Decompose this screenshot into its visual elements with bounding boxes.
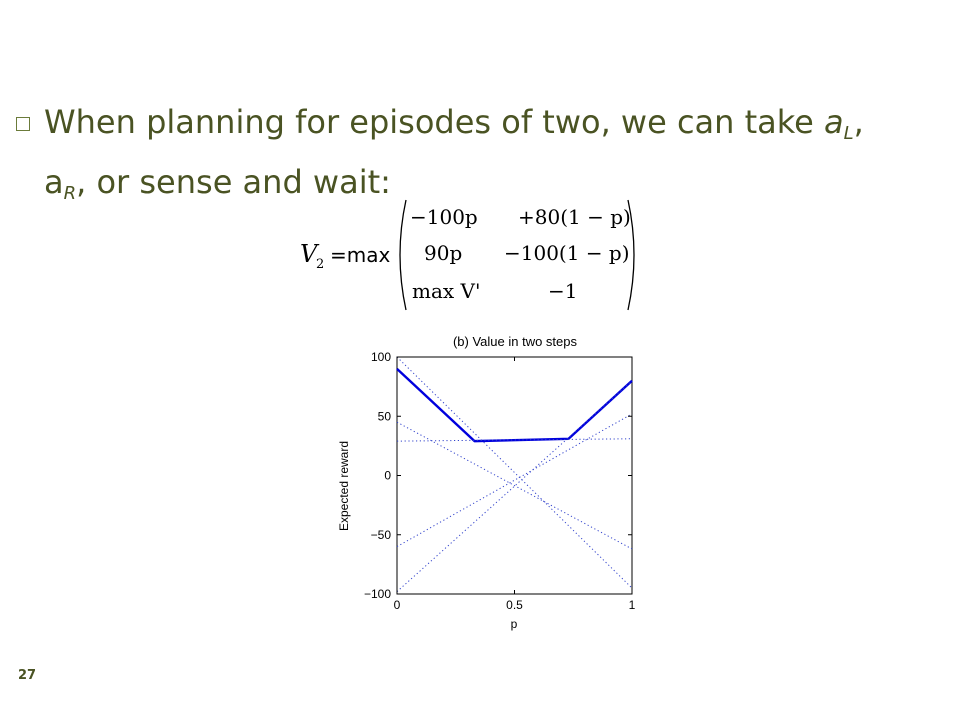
value-equation — [296, 196, 642, 314]
chart-plot-frame — [397, 357, 632, 594]
chart-y-label: Expected reward — [337, 440, 351, 532]
equation-row3-col1: max V' — [412, 279, 481, 303]
equation-max: =max — [330, 243, 391, 267]
chart-title: (b) Value in two steps — [452, 334, 578, 349]
headline-sub-R: R — [63, 183, 77, 204]
chart-value-line — [397, 369, 632, 441]
chart-dotted-line-2 — [397, 414, 632, 547]
bullet-square-icon — [16, 117, 30, 131]
headline-a-letter-2: a — [44, 163, 64, 201]
headline-sub-L: L — [843, 123, 854, 144]
chart-y-tick-label: 100 — [370, 350, 391, 364]
chart-y-tick-label: −50 — [370, 527, 391, 542]
chart-y-tick-label: 0 — [384, 468, 391, 483]
chart-x-tick-label: 0 — [393, 598, 401, 612]
chart-dotted-line-3 — [397, 357, 632, 588]
chart-ticks-group — [364, 350, 636, 612]
chart-y-tick-label: 50 — [377, 409, 391, 424]
equation-row2-col2: −100(1 − p) — [504, 241, 630, 265]
equation-row2-col1: 90p — [424, 241, 463, 265]
equation-left-paren — [400, 200, 406, 310]
equation-row3-col2: −1 — [548, 279, 578, 303]
headline-comma: , — [853, 103, 864, 141]
slide-number: 27 — [18, 668, 37, 683]
equation-row1-col1: −100p — [410, 205, 478, 229]
chart-y-tick-label: −100 — [363, 587, 391, 601]
equation-lhs-sub: 2 — [316, 257, 325, 272]
chart-x-label: p — [510, 617, 518, 631]
headline-a-letter-1: a — [824, 103, 844, 141]
equation-row1-col2: +80(1 − p) — [518, 205, 631, 229]
value-chart — [330, 326, 652, 636]
headline-part-1: When planning for episodes of two, we can take — [44, 103, 824, 141]
chart-x-tick-label: 1 — [628, 598, 636, 612]
headline-part-2: , or sense and wait: — [76, 163, 391, 201]
chart-x-tick-label: 0.5 — [506, 598, 523, 612]
equation-lhs-V: V — [300, 240, 318, 268]
chart-series-group — [397, 357, 632, 592]
